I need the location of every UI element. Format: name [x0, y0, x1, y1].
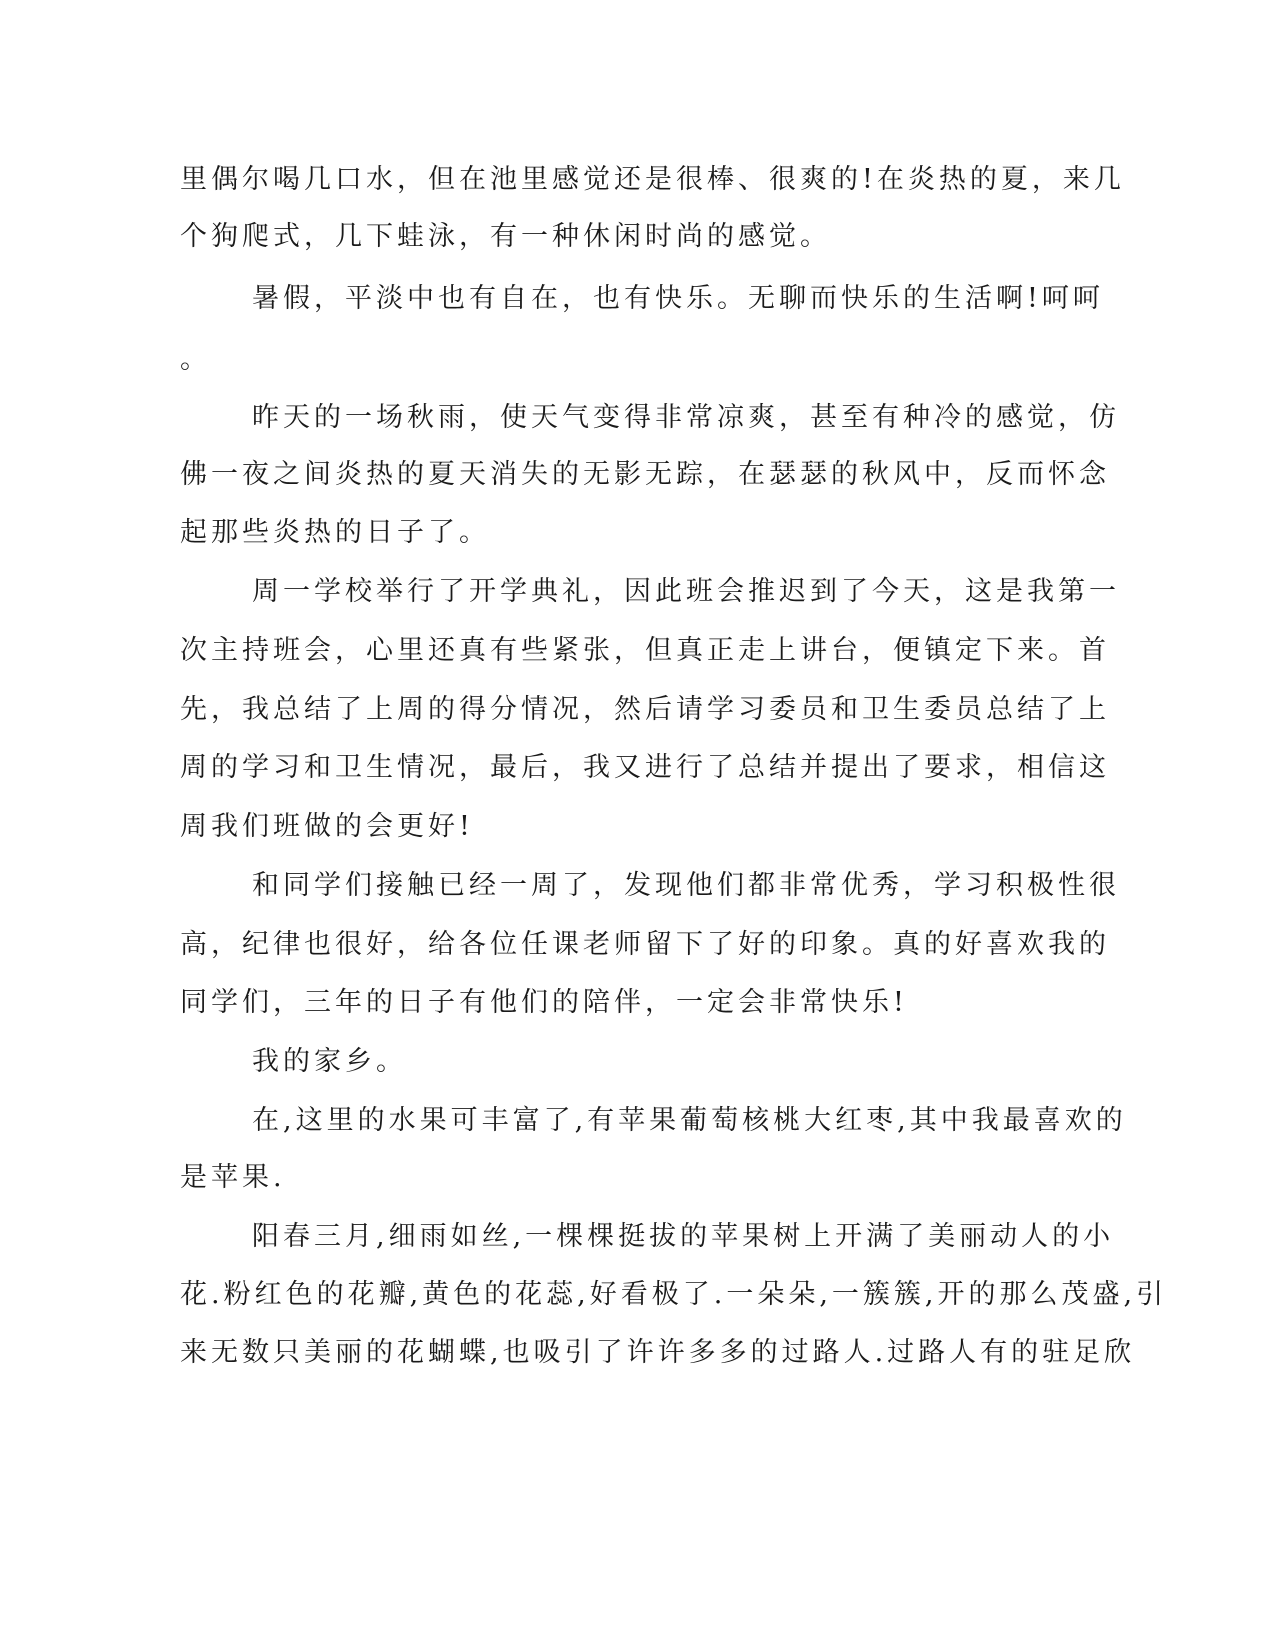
text-line: 次主持班会，心里还真有些紧张，但真正走上讲台，便镇定下来。首 — [180, 635, 1110, 666]
text-line: 是苹果. — [180, 1162, 286, 1193]
paragraph-first-line: 我的家乡。 — [252, 1046, 407, 1077]
text-line: 个狗爬式，几下蛙泳，有一种休闲时尚的感觉。 — [180, 221, 831, 252]
text-line: 来无数只美丽的花蝴蝶,也吸引了许许多多的过路人.过路人有的驻足欣 — [180, 1337, 1136, 1368]
paragraph-first-line: 阳春三月,细雨如丝,一棵棵挺拔的苹果树上开满了美丽动人的小 — [252, 1221, 1115, 1252]
paragraph-first-line: 暑假，平淡中也有自在，也有快乐。无聊而快乐的生活啊!呵呵 — [252, 283, 1104, 314]
text-line: 先，我总结了上周的得分情况，然后请学习委员和卫生委员总结了上 — [180, 694, 1110, 725]
paragraph-first-line: 在,这里的水果可丰富了,有苹果葡萄核桃大红枣,其中我最喜欢的 — [252, 1105, 1127, 1136]
text-line: 里偶尔喝几口水，但在池里感觉还是很棒、很爽的!在炎热的夏，来几 — [180, 164, 1125, 195]
text-line: 起那些炎热的日子了。 — [180, 517, 490, 548]
paragraph-first-line: 周一学校举行了开学典礼，因此班会推迟到了今天，这是我第一 — [252, 576, 1120, 607]
text-line: 。 — [180, 344, 211, 375]
text-line: 高，纪律也很好，给各位任课老师留下了好的印象。真的好喜欢我的 — [180, 929, 1110, 960]
text-line: 花.粉红色的花瓣,黄色的花蕊,好看极了.一朵朵,一簇簇,开的那么茂盛,引 — [180, 1279, 1168, 1310]
paragraph-first-line: 和同学们接触已经一周了，发现他们都非常优秀，学习积极性很 — [252, 870, 1120, 901]
text-line: 周我们班做的会更好! — [180, 811, 474, 842]
text-line: 佛一夜之间炎热的夏天消失的无影无踪，在瑟瑟的秋风中，反而怀念 — [180, 459, 1110, 490]
paragraph-first-line: 昨天的一场秋雨，使天气变得非常凉爽，甚至有种冷的感觉，仿 — [252, 402, 1120, 433]
text-line: 同学们，三年的日子有他们的陪伴，一定会非常快乐! — [180, 987, 908, 1018]
text-line: 周的学习和卫生情况，最后，我又进行了总结并提出了要求，相信这 — [180, 752, 1110, 783]
